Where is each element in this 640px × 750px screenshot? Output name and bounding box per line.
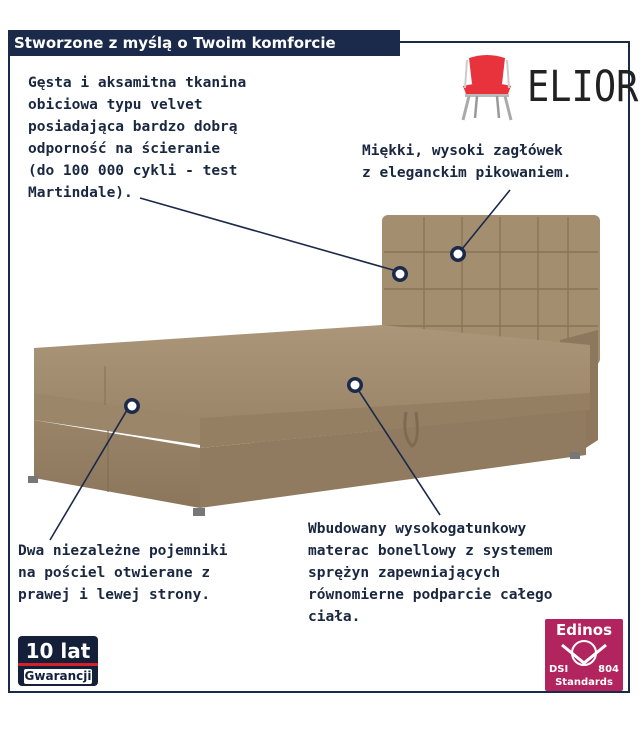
bed-foot — [28, 476, 38, 483]
certificate-label: Standards — [555, 677, 613, 688]
certificate-number: 804 — [598, 664, 619, 675]
bed-foot — [570, 452, 580, 459]
warranty-badge — [18, 636, 98, 686]
certificate-code: DSI — [549, 664, 569, 675]
callout-fabric: Gęsta i aksamitna tkanina obiciowa typu velvet posiadająca bardzo dobrą odporność na ścieranie (do 100 000 cykli - test Martindale). — [28, 75, 247, 201]
header-title: Stworzone z myślą o Twoim komforcie — [8, 30, 400, 56]
warranty-years: 10 lat — [25, 639, 91, 663]
callout-storage: Dwa niezależne pojemniki na pościel otwierane z prawej i lewej strony. — [18, 543, 228, 603]
chair-icon — [455, 52, 525, 122]
certificate-badge — [545, 619, 623, 691]
bed-foot — [193, 508, 205, 516]
warranty-label: Gwarancji — [24, 669, 92, 683]
callout-line-fabric — [140, 198, 400, 272]
check-mark-icon — [554, 639, 614, 667]
callout-headboard: Miękki, wysoki zagłówek z eleganckim pikowaniem. — [362, 143, 572, 181]
certificate-name: Edinos — [555, 621, 613, 639]
warranty-stripe — [18, 663, 98, 666]
brand-name: ELIOR — [527, 62, 639, 112]
callout-mattress: Wbudowany wysokogatunkowy materac bonellowy z systemem sprężyn zapewniających równomierne podparcie całego ciała. — [308, 521, 553, 625]
